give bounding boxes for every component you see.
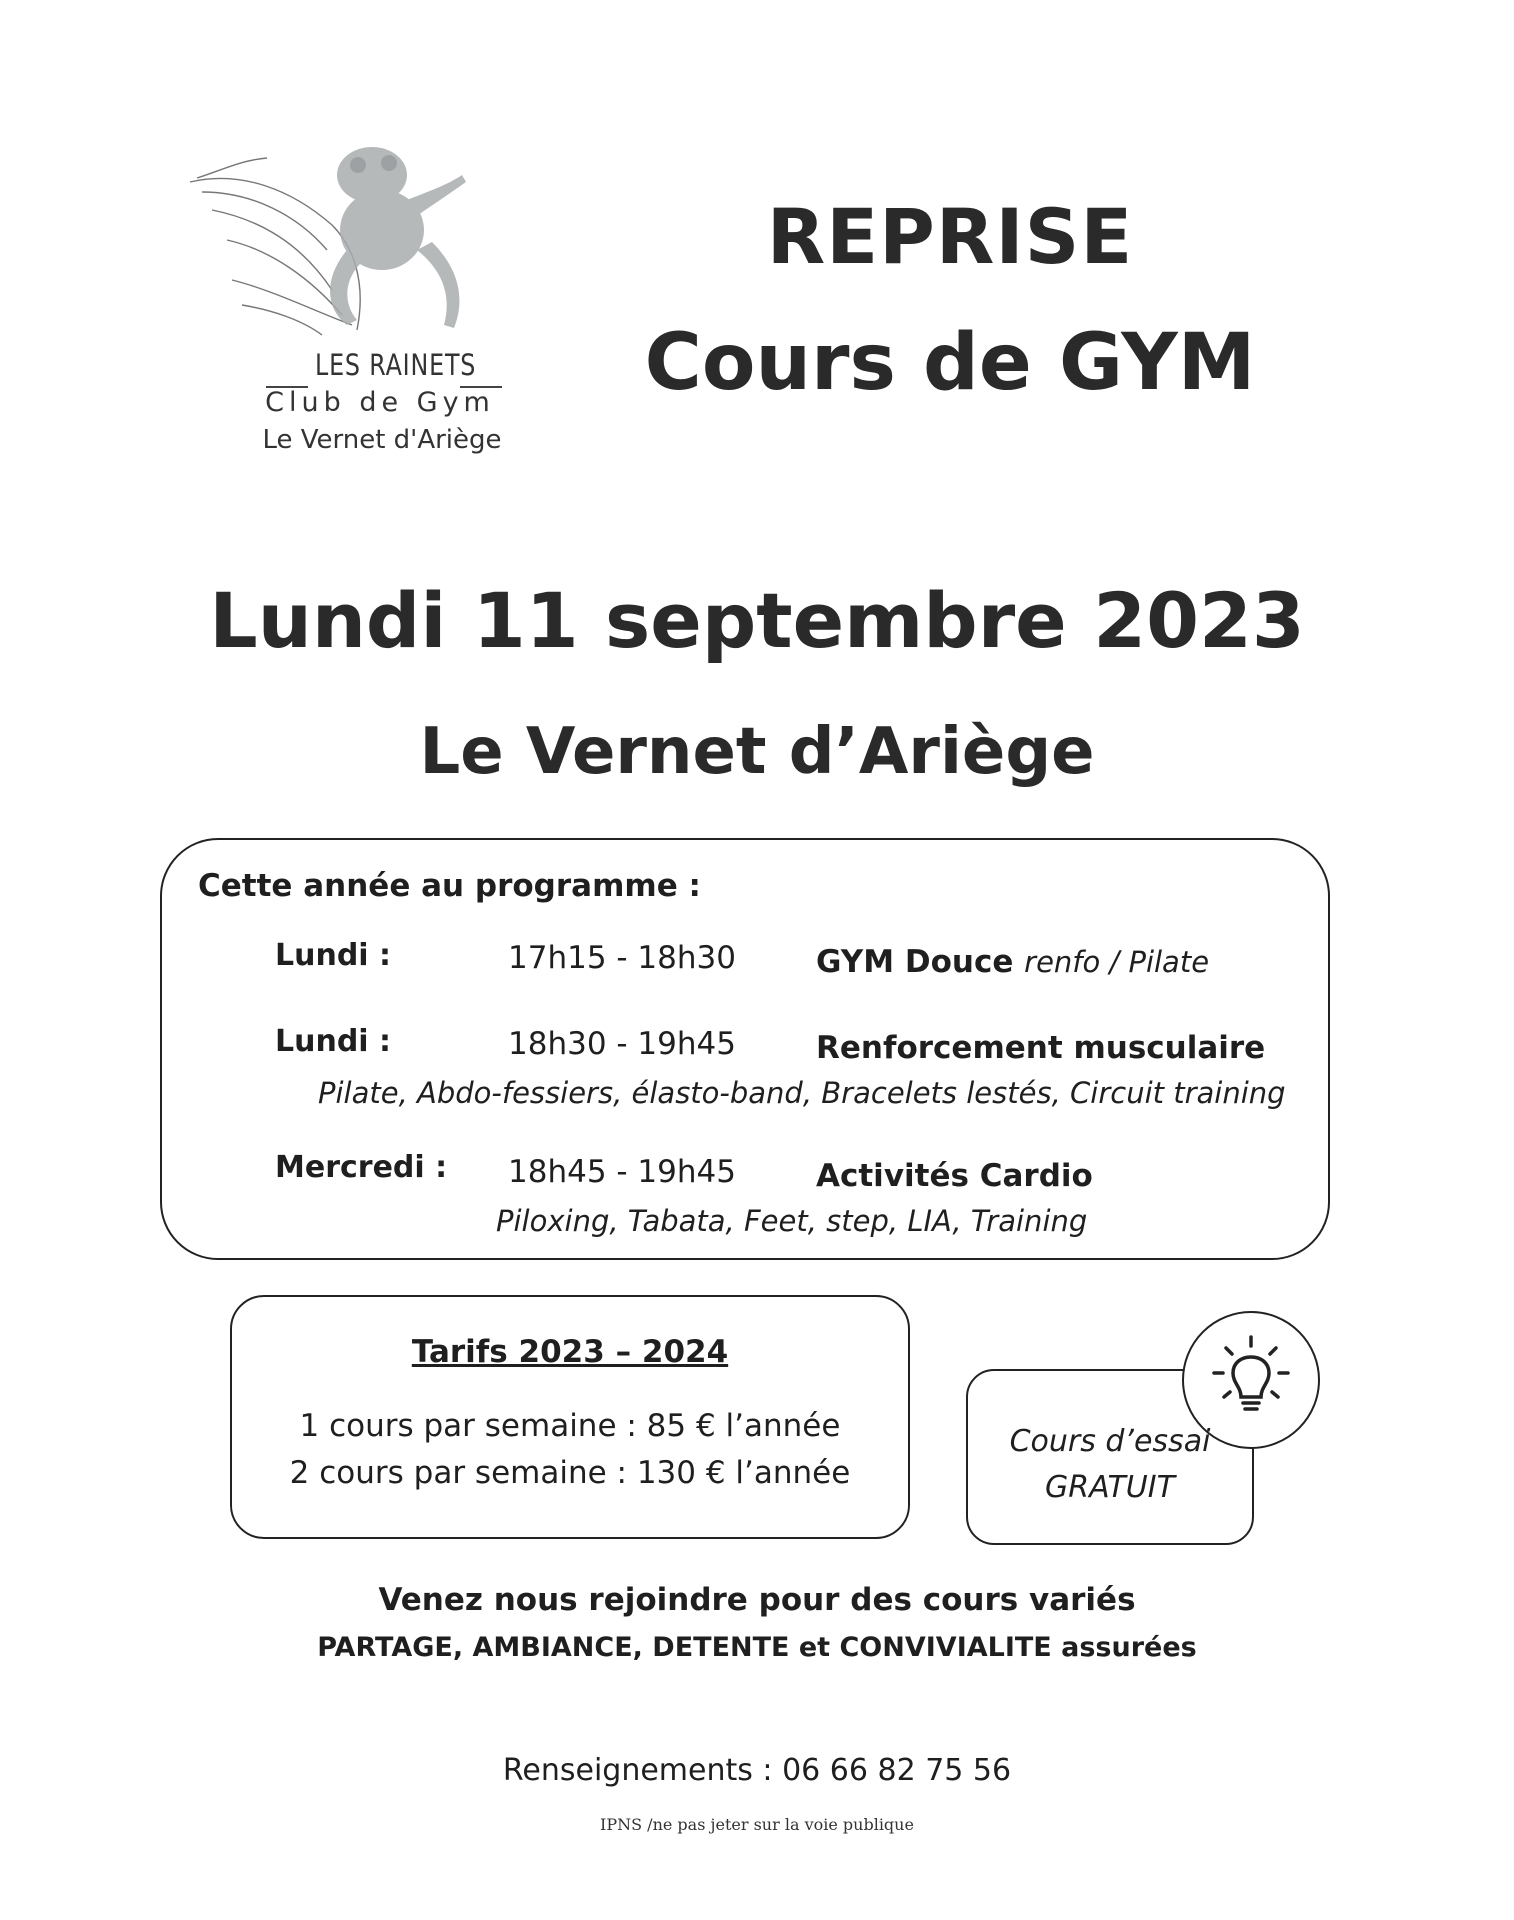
activity-note: renfo / Pilate xyxy=(1024,945,1210,979)
logo-name: LES RAINETS xyxy=(315,348,477,382)
contact-phone: Renseignements : 06 66 82 75 56 xyxy=(502,1753,1012,1788)
programme-row-day: Mercredi : xyxy=(275,1150,448,1185)
programme-row-activity: Renforcement musculaire xyxy=(816,1030,1266,1066)
activity-name: GYM Douce xyxy=(816,944,1014,980)
ipns-notice: IPNS /ne pas jeter sur la voie publique xyxy=(600,1815,914,1834)
programme-row-time: 18h45 - 19h45 xyxy=(508,1154,736,1190)
programme-row-detail: Pilate, Abdo-fessiers, élasto-band, Bracelets lestés, Circuit training xyxy=(318,1076,1286,1110)
tarif-line: 1 cours par semaine : 85 € l’année xyxy=(299,1408,841,1444)
logo-subtitle: Club de Gym xyxy=(265,387,495,418)
programme-row-day: Lundi : xyxy=(275,1024,392,1059)
programme-title: Cette année au programme : xyxy=(198,868,701,904)
tarifs-title: Tarifs 2023 – 2024 xyxy=(411,1334,729,1370)
event-date: Lundi 11 septembre 2023 xyxy=(209,576,1305,665)
programme-row-activity xyxy=(816,944,1209,980)
programme-row-detail: Piloxing, Tabata, Feet, step, LIA, Training xyxy=(496,1204,1088,1238)
programme-row-activity: Activités Cardio xyxy=(816,1158,1093,1194)
logo-place: Le Vernet d'Ariège xyxy=(262,425,502,455)
trial-line-1: Cours d’essai xyxy=(1009,1424,1211,1459)
frog-leaf-icon xyxy=(182,130,512,340)
tarif-line: 2 cours par semaine : 130 € l’année xyxy=(289,1455,851,1491)
event-place: Le Vernet d’Ariège xyxy=(419,715,1095,789)
headline-reprise: REPRISE xyxy=(766,192,1134,281)
assure-text: PARTAGE, AMBIANCE, DETENTE et CONVIVIALITE assurées xyxy=(317,1632,1197,1663)
programme-row-time: 17h15 - 18h30 xyxy=(508,940,736,976)
headline-cours-gym: Cours de GYM xyxy=(644,318,1256,408)
trial-line-2: GRATUIT xyxy=(1045,1470,1175,1505)
programme-row-day: Lundi : xyxy=(275,938,392,973)
join-text: Venez nous rejoindre pour des cours variés xyxy=(378,1582,1136,1618)
programme-row-time: 18h30 - 19h45 xyxy=(508,1026,736,1062)
